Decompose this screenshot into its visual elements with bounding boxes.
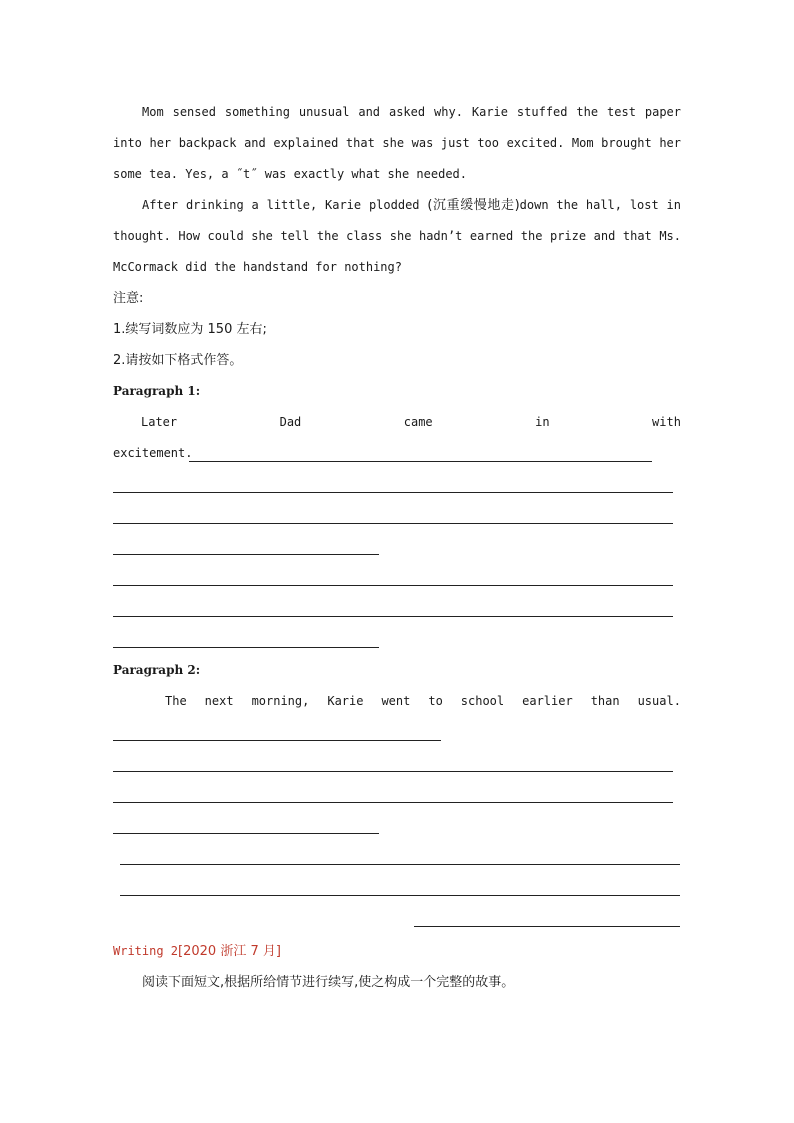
writing-rule — [120, 864, 680, 865]
opening-word: morning, — [251, 694, 310, 708]
answer-line[interactable] — [113, 562, 681, 593]
answer-line[interactable] — [113, 872, 681, 903]
opening-word: Dad — [279, 415, 302, 429]
opening-word: to — [428, 694, 443, 708]
answer-line[interactable] — [113, 903, 681, 934]
writing-rule — [113, 492, 673, 493]
opening-word: Later — [141, 415, 178, 429]
notes-item-2: 2.请按如下格式作答。 — [113, 353, 243, 368]
opening-word: earlier — [522, 694, 573, 708]
writing-rule — [113, 585, 673, 586]
next-task-instruction: 阅读下面短文,根据所给情节进行续写,使之构成一个完整的故事。 — [142, 975, 515, 990]
opening-word: usual. — [637, 694, 681, 708]
writing-rule — [113, 616, 673, 617]
writing-rule — [113, 740, 441, 741]
passage-paragraph-2 — [113, 190, 681, 283]
answer-line[interactable] — [113, 717, 681, 748]
answer-line[interactable] — [113, 779, 681, 810]
paragraph-1-opening — [113, 407, 681, 438]
opening-word: next — [204, 694, 234, 708]
opening-word: Karie — [327, 694, 364, 708]
paragraph-2-heading: Paragraph 2: — [113, 663, 201, 677]
passage-p2-gloss: (沉重缓慢地走) — [427, 198, 520, 213]
writing-rule — [113, 802, 673, 803]
answer-line[interactable] — [113, 810, 681, 841]
answer-line[interactable] — [113, 624, 681, 655]
answer-line[interactable] — [113, 841, 681, 872]
paragraph-2-opening — [113, 686, 681, 717]
next-task-source: [2020 浙江 7 月] — [178, 944, 281, 959]
writing-rule — [120, 895, 680, 896]
next-task-header — [113, 934, 681, 967]
passage-p2-start: After drinking a little, Karie plodded — [142, 198, 428, 212]
opening-word: school — [460, 694, 505, 708]
writing-rule — [113, 554, 379, 555]
notes-title: 注意: — [113, 291, 144, 306]
opening-word: with — [652, 415, 681, 429]
notes-item-1: 1.续写词数应为 150 左右; — [113, 322, 267, 337]
answer-line[interactable] — [113, 531, 681, 562]
opening-word: than — [590, 694, 620, 708]
answer-line[interactable] — [113, 438, 681, 469]
writing-rule — [113, 523, 673, 524]
paragraph-1-heading: Paragraph 1: — [113, 384, 201, 398]
writing-rule — [113, 771, 673, 772]
opening-word: went — [381, 694, 411, 708]
opening-end-text: excitement. — [113, 446, 193, 460]
answer-line[interactable] — [113, 469, 681, 500]
writing-rule — [189, 461, 652, 462]
opening-word: The — [165, 694, 187, 708]
opening-word: in — [535, 415, 550, 429]
writing-rule — [414, 926, 680, 927]
opening-word: came — [403, 415, 433, 429]
worksheet-page — [113, 97, 681, 998]
answer-line[interactable] — [113, 748, 681, 779]
writing-rule — [113, 833, 379, 834]
writing-rule — [113, 647, 379, 648]
next-task-label: Writing 2 — [113, 944, 179, 958]
passage-paragraph-1: Mom sensed something unusual and asked why. Karie stuffed the test paper into her backpack and explained that she was just too excited. Mom brought her some tea. Yes, a ˝t˝ was exactly what she needed. — [113, 105, 681, 181]
answer-line[interactable] — [113, 593, 681, 624]
answer-line[interactable] — [113, 500, 681, 531]
passage-p2-end: down the hall, lost in thought. How could she tell the class she hadn’t earned the prize and that Ms. McCormack did the handstand for nothing? — [113, 198, 681, 274]
